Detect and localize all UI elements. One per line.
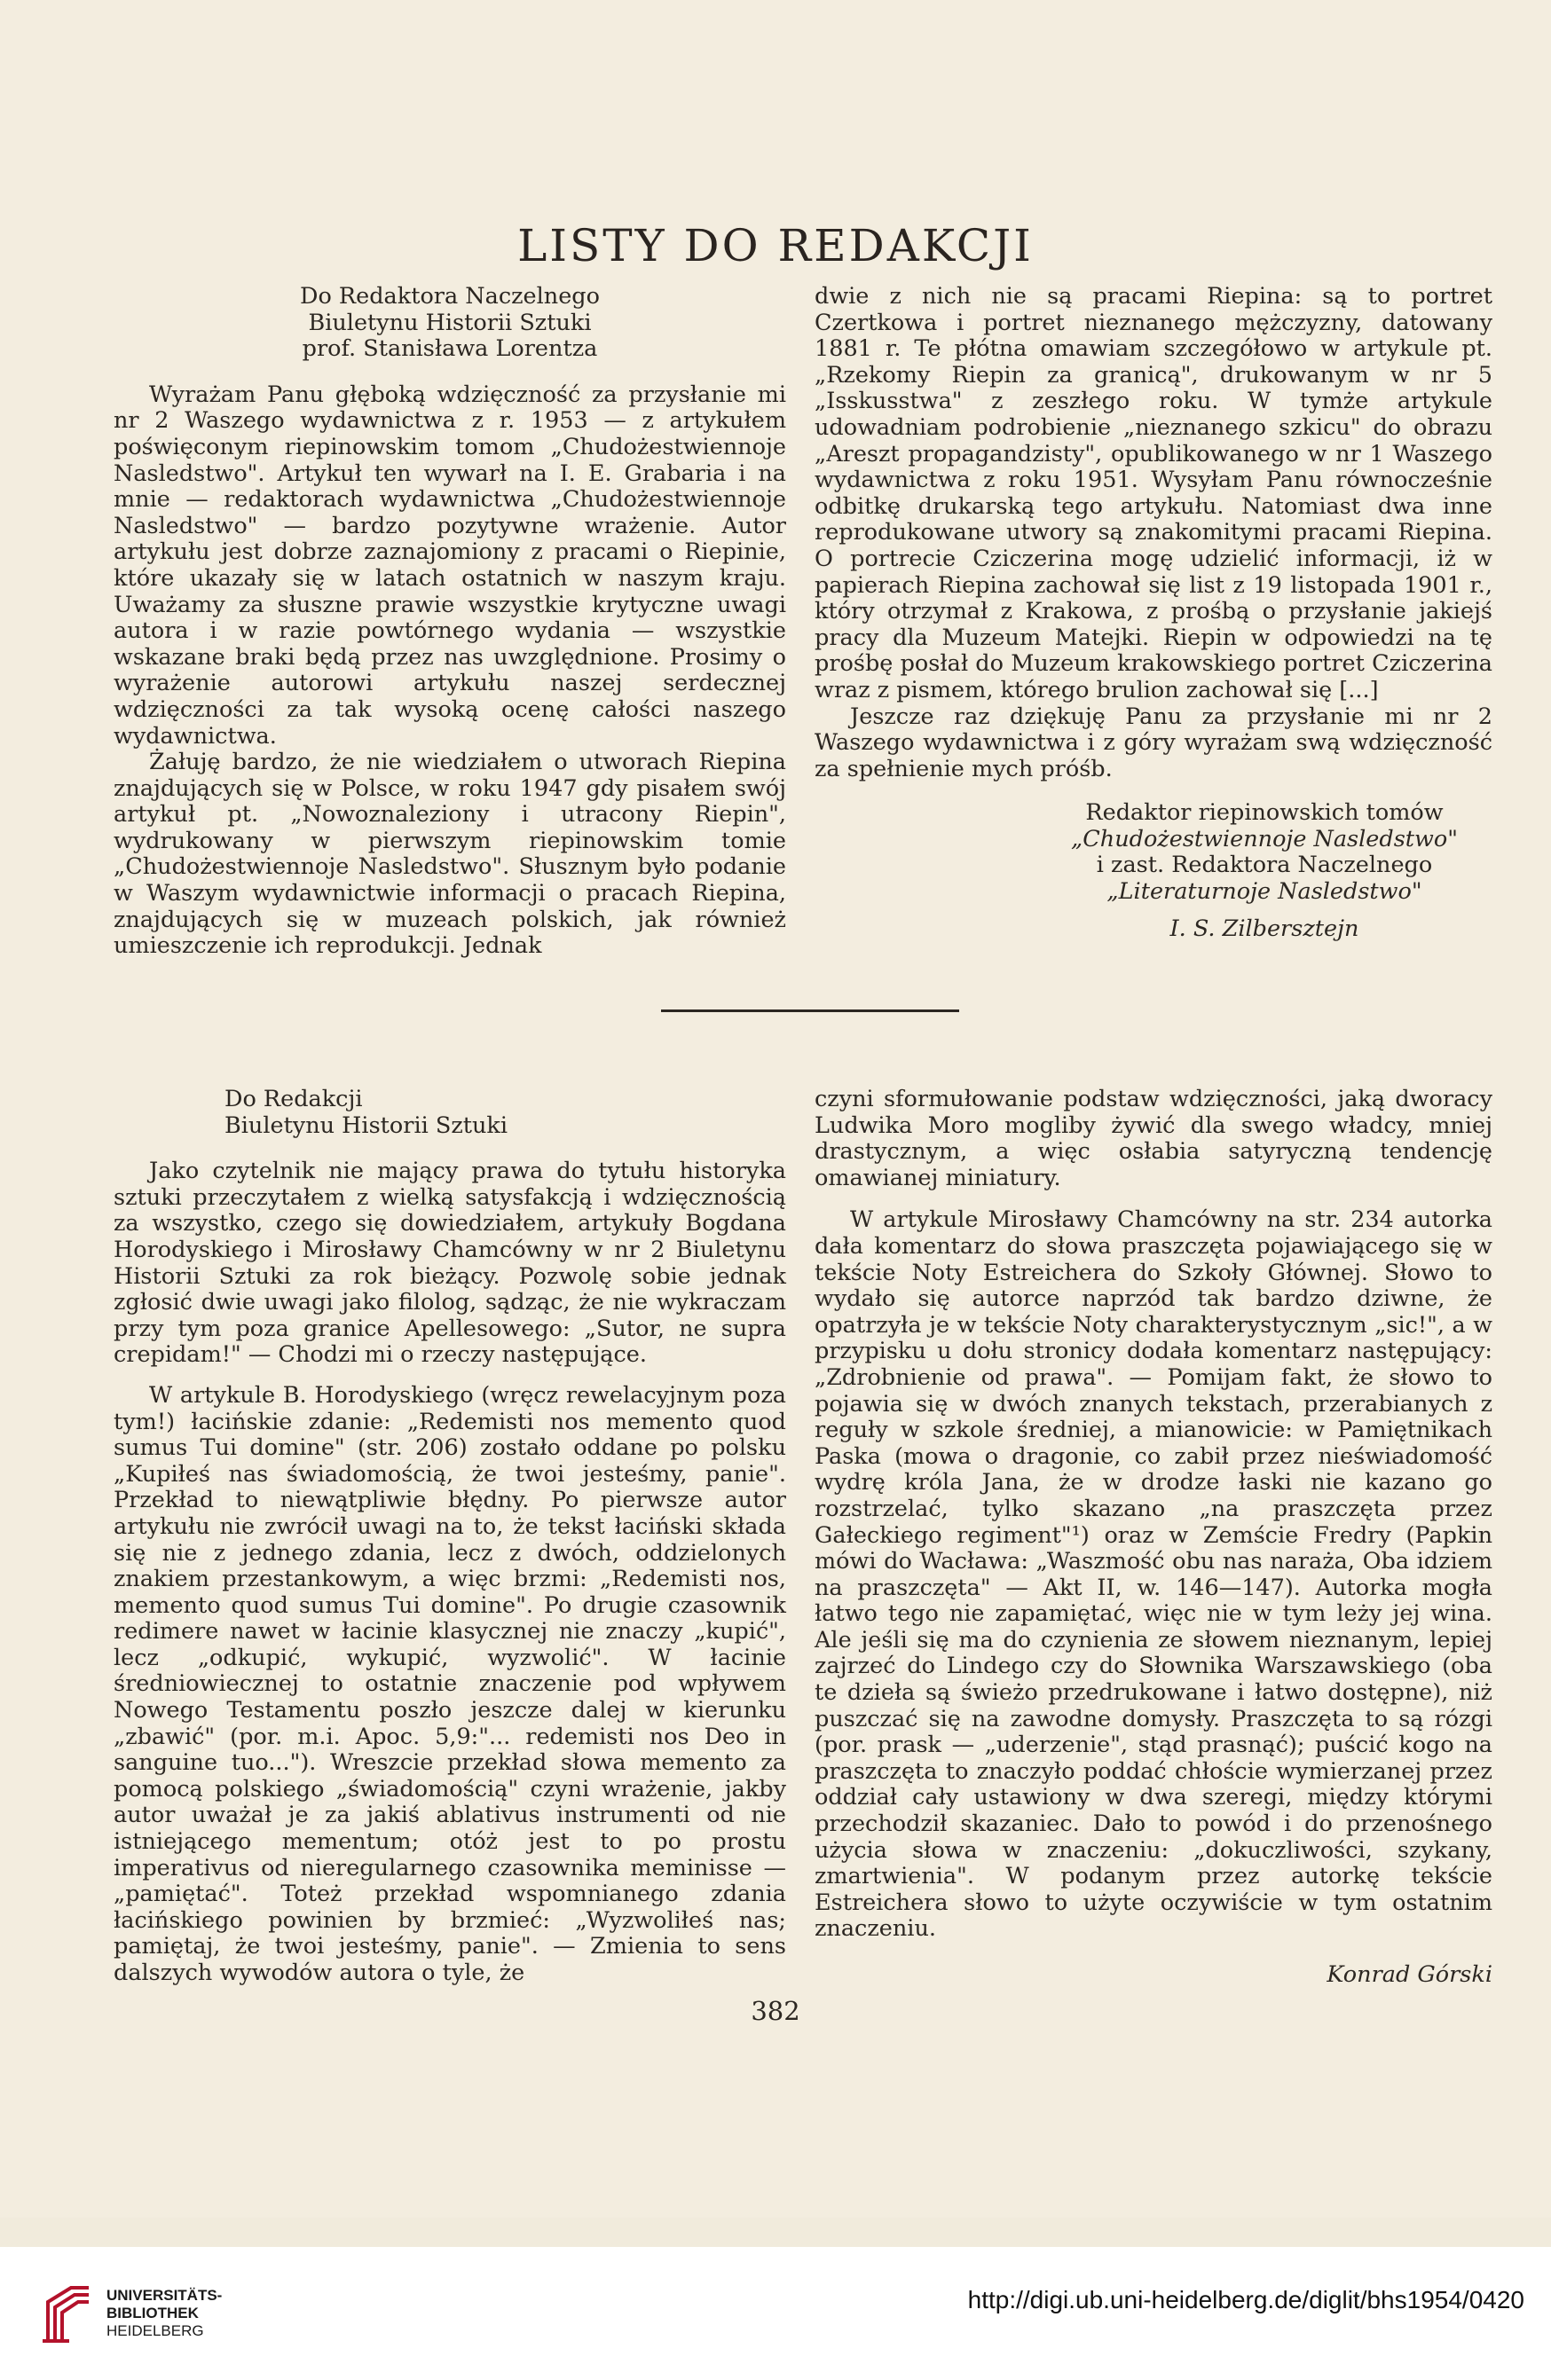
signature-line: i zast. Redaktora Naczelnego [1096,852,1433,879]
library-name-line: UNIVERSITÄTS- [106,2287,223,2304]
letter2-paragraph: Jako czytelnik nie mający prawa do tytułu historyka sztuki przeczytałem z wielką satysfakcją i wdzięcznością za wszystko, czego się dowiedziałem, artykuły Bogdana Horodyskiego i Mirosławy Chamcówny w nr 2 Biuletynu Historii Sztuki za rok bieżący. Pozwolę sobie jednak zgłosić dwie uwagi jako filolog, sądząc, że nie wykraczam przy tym poza granice Apellesowego: „Sutor, ne supra crepidam!" — Chodzi mi o rzeczy następujące. [114,1158,786,1369]
signature-line: „Chudożestwiennoje Nasledstwo" [1071,825,1458,852]
letter2-paragraph: W artykule Mirosławy Chamcówny na str. 234 autorka dała komentarz do słowa praszczęta pojawiającego się w tekście Noty Estreichera do Szkoły Głównej. Słowo to wydało się autorce naprzód tak bardzo dziwne, że opatrzyła je w tekście Noty charakterystycznym „sic!", a w przypisku u dołu stronicy dodała komentarz następujący: „Zdrobnienie od prawa". — Pomijam fakt, że słowo to pojawia się w dwóch znanych tekstach, przerabianych z reguły w szkole średniej, a mianowicie: w Pamiętnikach Paska (mowa o dragonie, co zabił przez nieświadomość wydrę króla Jana, że w drodze łaski nie kazano go rozstrzelać, tylko skazano „na praszczęta przez Gałeckiego regiment"¹) oraz w Zemście Fredry (Papkin mówi do Wacława: „Waszmość obu nas naraża, Oba idziem na praszczęta" — Akt II, w. 146—147). Autorka mogła łatwo tego nie zapamiętać, więc nie w tym leży jej wina. Ale jeśli się ma do czynienia ze słowem nieznanym, lepiej zajrzeć do Lindego czy do Słownika Warszawskiego (oba te dzieła są świeżo przedrukowane i łatwo dostępne), niż puszczać się na zawodne domysły. Praszczęta to są rózgi (por. prask — „uderzenie", stąd prasnąć); puścić kogo na praszczęta to znaczyło poddać chłoście wymierzanej przez oddział cały ustawiony w dwa szeregi, między którymi przechodził skazaniec. Dało to powód i do przenośnego użycia słowa w znaczeniu: „dokuczliwości, szykany, zmartwienia". W podanym przez autorkę tekście Estreichera słowo to użyte oczywiście w tym ostatnim znaczeniu. [815,1206,1492,1943]
page-number: 382 [751,1996,800,2026]
address-line: prof. Stanisława Lorentza [302,335,598,363]
letter1-right-column [815,284,1492,942]
address-line: Do Redaktora Naczelnego [300,283,600,310]
page-title: LISTY DO REDAKCJI [517,220,1034,271]
address-line: Biuletynu Historii Sztuki [224,1111,508,1139]
letter2-paragraph: W artykule B. Horodyskiego (wręcz rewelacyjnym poza tym!) łacińskie zdanie: „Redemisti nos memento quod sumus Tui domine" (str. 206) zostało oddane po polsku „Kupiłeś nas świadomością, że twoi jesteśmy, panie". Przekład to niewątpliwie błędny. Po pierwsze autor artykułu nie zwrócił uwagi na to, że tekst łaciński składa się nie z jednego zdania, lecz z dwóch, oddzielonych znakiem przestankowym, a więc brzmi: „Redemisti nos, memento quod sumus Tui domine". Po drugie czasownik redimere nawet w łacinie klasycznej nie znaczy „kupić", lecz „odkupić, wykupić, wyzwolić". W łacinie średniowiecznej to ostatnie znaczenie pod wpływem Nowego Testamentu poszło jeszcze dalej w kierunku „zbawić" (por. m.i. Apoc. 5,9:"... redemisti nos Deo in sanguine tuo..."). Wreszcie przekład słowa memento za pomocą polskiego „świadomością" czyni wrażenie, jakby autor uważał je za jakiś ablativus instrumenti od nie istniejącego mementum; otóż jest to po prostu imperativus od nieregularnego czasownika meminisse — „pamiętać". Toteż przekład wspomnianego zdania łacińskiego powinien by brzmieć: „Wyzwoliłeś nas; pamiętaj, że twoi jesteśmy, panie". — Zmienia to sens dalszych wywodów autora o tyle, że [114,1381,786,1986]
address-line: Biuletynu Historii Sztuki [308,309,592,336]
digitization-footer [0,2247,1551,2380]
letter1-left-column [114,284,786,960]
letter2-paragraph: czyni sformułowanie podstaw wdzięczności, jaką dworacy Ludwika Moro mogliby żywić dla swego władcy, mniej drastycznym, a więc osłabia satyryczną tendencję omawianej miniatury. [815,1086,1492,1191]
letter1-signature: I. S. Zilbersztejn [1169,915,1359,942]
letter2-signature: Konrad Górski [1327,1961,1492,1988]
letter2-right-column [815,1087,1492,1989]
letter1-signature-block [1036,800,1492,942]
separator-rule [661,1009,959,1012]
signature-line: Redaktor riepinowskich tomów [1085,799,1444,827]
letter2-address [114,1087,786,1139]
letter1-paragraph: dwie z nich nie są pracami Riepina: są to portret Czertkowa i portret nieznanego mężczyzny, datowany 1881 r. Te płótna omawiam szczegółowo w artykule pt. „Rzekomy Riepin za granicą", drukowanym w nr 5 „Isskusstwa" z zeszłego roku. W tymże artykule udowadniam podrobienie „nieznanego szkicu" do obrazu „Areszt propagandzisty", opublikowanego w nr 1 Waszego wydawnictwa z roku 1951. Wysyłam Panu równocześnie odbitkę drukarską tego artykułu. Natomiast dwa inne reprodukowane utwory są znakomitymi pracami Riepina. O portrecie Cziczerina mogę udzielić informacji, iż w papierach Riepina zachował się list z 19 listopada 1901 r., który otrzymał z Krakowa, z prośbą o przysłanie jakiejś pracy dla Muzeum Matejki. Riepin w odpowiedzi na tę prośbę posłał do Muzeum krakowskiego portret Cziczerina wraz z pismem, którego brulion zachował się [...] [815,283,1492,703]
letter1-paragraph: Wyrażam Panu głęboką wdzięczność za przysłanie mi nr 2 Waszego wydawnictwa z r. 1953 — z artykułem poświęconym riepinowskim tomom „Chudożestwiennoje Nasledstwo". Artykuł ten wywarł na I. E. Grabaria i na mnie — redaktorach wydawnictwa „Chudożestwiennoje Nasledstwo" — bardzo pozytywne wrażenie. Autor artykułu jest dobrze zaznajomiony z pracami o Riepinie, które ukazały się w latach ostatnich w naszym kraju. Uważamy za słuszne prawie wszystkie krytyczne uwagi autora i w razie powtórnego wydania — wszystkie wskazane braki będą przez nas uwzględnione. Prosimy o wyrażenie autorowi artykułu naszej serdecznej wdzięczności za tak wysoką ocenę całości naszego wydawnictwa. [114,381,786,750]
letter1-paragraph: Żałuję bardzo, że nie wiedziałem o utworach Riepina znajdujących się w Polsce, w roku 1947 gdy pisałem swój artykuł pt. „Nowoznaleziony i utracony Riepin", wydrukowany w pierwszym riepinowskim tomie „Chudożestwiennoje Nasledstwo". Słusznym było podanie w Waszym wydawnictwie informacji o pracach Riepina, znajdujących się w muzeach polskich, jak również umieszczenie ich reprodukcji. Jednak [114,749,786,960]
letter2-left-column [114,1087,786,1987]
address-line: Do Redakcji [224,1086,363,1112]
letter1-address [114,284,786,363]
library-logo-icon [39,2282,96,2346]
signature-line: „Literaturnoje Nasledstwo" [1106,878,1422,906]
letter1-paragraph: Jeszcze raz dziękuję Panu za przysłanie mi nr 2 Waszego wydawnictwa i z góry wyrażam swą wdzięczność za spełnienie mych próśb. [815,703,1492,782]
library-name-line: BIBLIOTHEK [106,2305,199,2321]
library-name-line: HEIDELBERG [106,2322,204,2339]
library-name [106,2287,222,2340]
source-url-link[interactable]: http://digi.ub.uni-heidelberg.de/diglit/bhs1954/0420 [967,2286,1524,2313]
